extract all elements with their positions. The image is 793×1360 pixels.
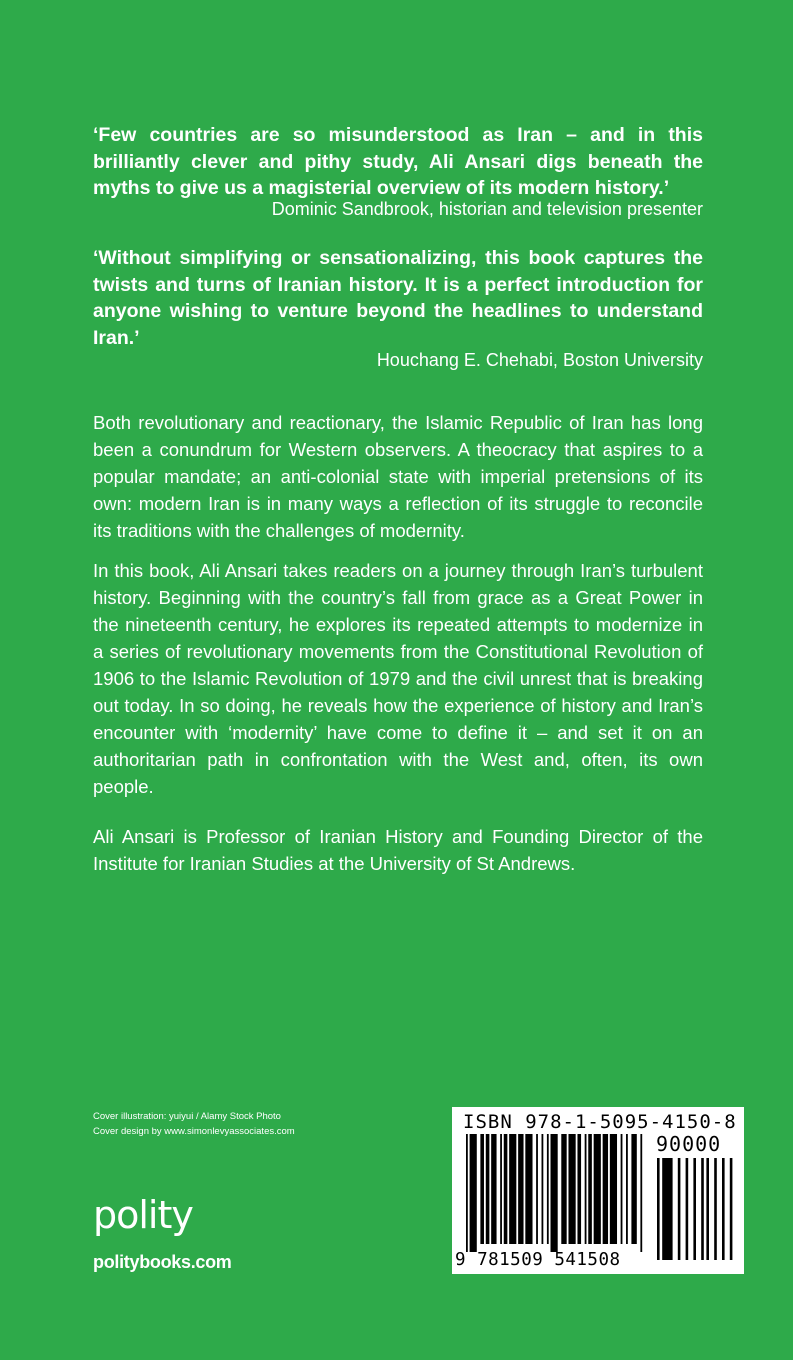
barcode-addon-label: 90000 bbox=[656, 1132, 722, 1156]
illustration-credit: Cover illustration: yuiyui / Alamy Stock Photo bbox=[93, 1111, 281, 1122]
barcode-bar bbox=[706, 1158, 709, 1260]
barcode-bar bbox=[470, 1134, 477, 1252]
barcode-bar bbox=[518, 1134, 523, 1244]
barcode-bar bbox=[631, 1134, 636, 1244]
publisher-logo: polity bbox=[93, 1193, 193, 1237]
barcode-bar bbox=[500, 1134, 502, 1244]
review-quote-2: ‘Without simplifying or sensationalizing, this book captures the twists and turns of Iranian history. It is a perfect introduction for anyone wishing to venture beyond the headlines to understand Iran.’ bbox=[93, 247, 703, 349]
barcode-bar bbox=[568, 1134, 575, 1244]
barcode-bar bbox=[662, 1158, 672, 1260]
addon-barcode-bars bbox=[656, 1158, 736, 1268]
barcode-bar bbox=[486, 1134, 490, 1244]
barcode-bar bbox=[588, 1134, 592, 1244]
barcode-bar bbox=[466, 1134, 468, 1252]
ean-number: 9 781509 541508 bbox=[455, 1250, 621, 1270]
barcode-bar bbox=[626, 1134, 628, 1244]
barcode-bar bbox=[504, 1134, 508, 1244]
barcode-bar bbox=[603, 1134, 608, 1244]
barcode-bar bbox=[551, 1134, 558, 1252]
barcode-bar bbox=[678, 1158, 681, 1260]
barcode-bar bbox=[491, 1134, 496, 1244]
barcode-bar bbox=[509, 1134, 516, 1244]
barcode-bar bbox=[525, 1134, 532, 1244]
blurb-paragraph-2: In this book, Ali Ansari takes readers on a journey through Iran’s turbulent history. Beginning with the country’s fall from grace as a Great Power in the nineteenth century, he explores its repeated attempts to modernize in a series of revolutionary movements from the Constitutional Revolution of 1906 to the Islamic Revolution of 1979 and the civil unrest that is breaking out today. In so doing, he reveals how the experience of history and Iran’s encounter with ‘modernity’ have come to define it – and set it on an authoritarian path in confrontation with the West and, often, its own people. bbox=[93, 560, 703, 797]
barcode-bar bbox=[561, 1134, 566, 1244]
barcode-bar bbox=[536, 1134, 538, 1244]
barcode-bar bbox=[640, 1134, 642, 1252]
review-attribution-1: Dominic Sandbrook, historian and television presenter bbox=[271, 199, 703, 219]
design-credit: Cover design by www.simonlevyassociates.com bbox=[93, 1126, 295, 1137]
isbn-label: ISBN 978-1-5095-4150-8 bbox=[463, 1111, 737, 1133]
barcode-bar bbox=[585, 1134, 587, 1244]
barcode-bar bbox=[547, 1134, 549, 1244]
publisher-website: politybooks.com bbox=[93, 1252, 232, 1272]
barcode-bar bbox=[686, 1158, 689, 1260]
barcode-bar bbox=[722, 1158, 725, 1260]
isbn-barcode bbox=[452, 1107, 744, 1274]
barcode-bar bbox=[610, 1134, 617, 1244]
barcode-bar bbox=[657, 1158, 660, 1260]
author-bio: Ali Ansari is Professor of Iranian History and Founding Director of the Institute for Iranian Studies at the University of St Andrews. bbox=[93, 826, 703, 874]
cover-credits bbox=[93, 1109, 295, 1139]
barcode-bar bbox=[730, 1158, 733, 1260]
review-attribution-2: Houchang E. Chehabi, Boston University bbox=[376, 350, 703, 370]
barcode-bar bbox=[577, 1134, 581, 1244]
blurb-paragraph-1: Both revolutionary and reactionary, the Islamic Republic of Iran has long been a conundrum for Western observers. A theocracy that aspires to a popular mandate; an anti-colonial state with imperial pretensions of its own: modern Iran is in many ways a reflection of its struggle to reconcile its traditions with the challenges of modernity. bbox=[93, 412, 703, 541]
review-quote-1: ‘Few countries are so misunderstood as Iran – and in this brilliantly clever and pithy study, Ali Ansari digs beneath the myths to give us a magisterial overview of its modern history.’ bbox=[93, 124, 703, 199]
barcode-bar bbox=[701, 1158, 704, 1260]
barcode-bar bbox=[714, 1158, 717, 1260]
barcode-bar bbox=[621, 1134, 623, 1244]
ean-barcode-bars bbox=[465, 1134, 645, 1252]
barcode-bar bbox=[542, 1134, 544, 1244]
barcode-bar bbox=[693, 1158, 696, 1260]
barcode-bar bbox=[594, 1134, 601, 1244]
barcode-bar bbox=[480, 1134, 484, 1244]
